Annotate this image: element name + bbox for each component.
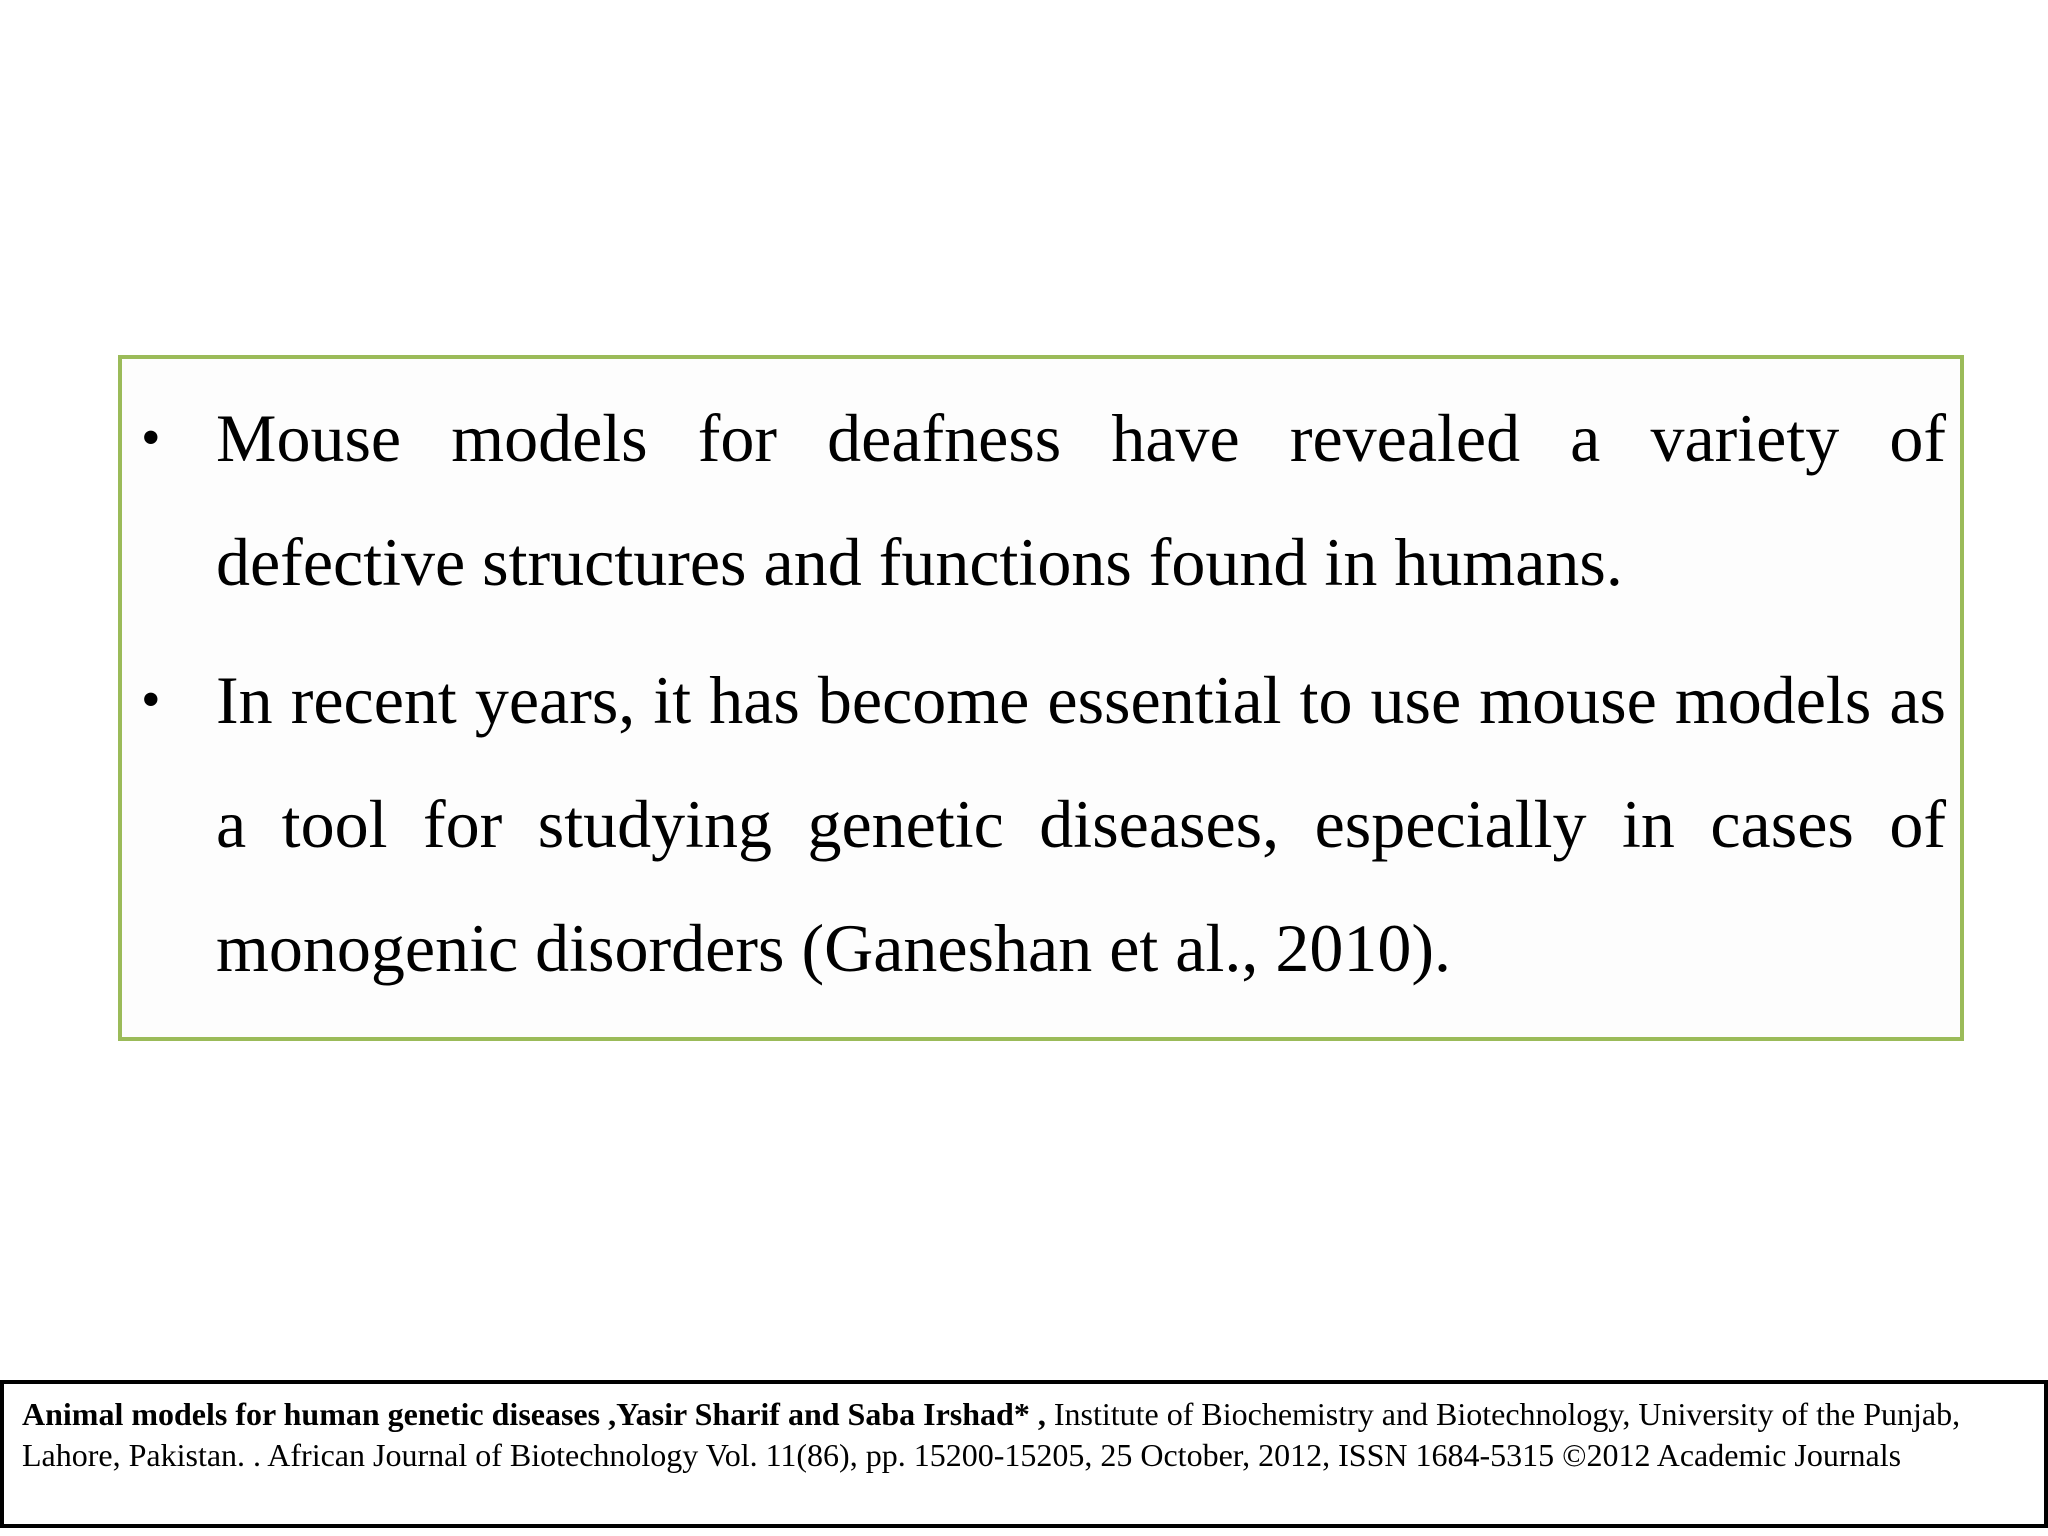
bullet-item-2	[118, 638, 1964, 1028]
bullet-text-2: In recent years, it has become essential to use mouse models as a tool for studying genetic diseases, especially in cases of monogenic disorders (Ganeshan et al., 2010).	[216, 662, 1946, 986]
bullet-item-1	[118, 376, 1964, 636]
reference-title: Animal models for human genetic diseases ,Yasir Sharif and Saba Irshad* ,	[22, 1396, 1046, 1432]
bullet-text-1: Mouse models for deafness have revealed a variety of defective structures and functions found in humans.	[216, 400, 1946, 600]
bullet-marker: •	[141, 407, 161, 469]
reference-citation-box	[0, 1380, 2048, 1528]
reference-details: Institute of Biochemistry and Biotechnology, University of the Punjab, Lahore, Pakistan. . African Journal of Biotechnology Vol. 11(86), pp. 15200-15205, 25 October, 2012, ISSN 1684-5315 ©2012 Academic Journals	[22, 1396, 1961, 1473]
bullet-marker: •	[141, 669, 161, 731]
